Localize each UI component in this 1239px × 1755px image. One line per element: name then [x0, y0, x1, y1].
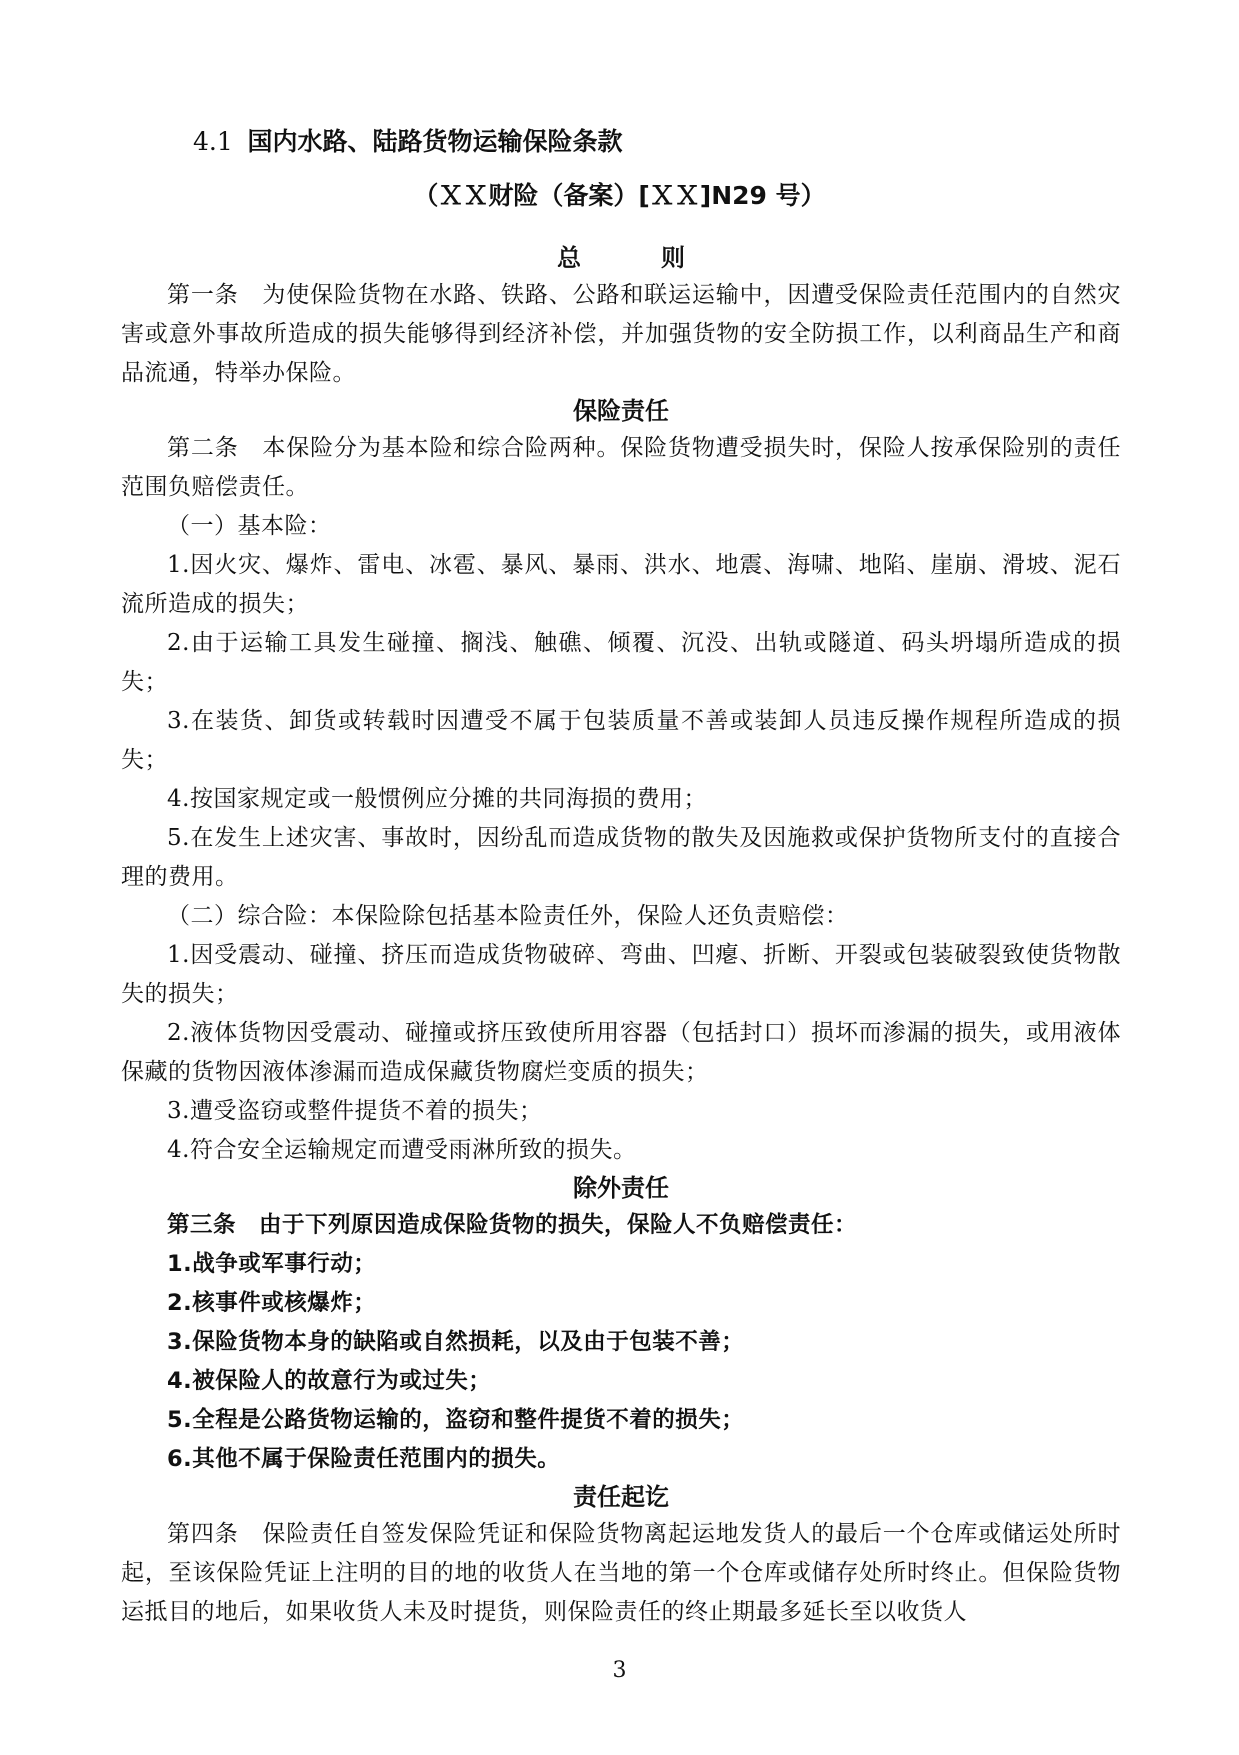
clause-paragraph: 3.在装货、卸货或转载时因遭受不属于包装质量不善或装卸人员违反操作规程所造成的损失；: [121, 708, 1121, 773]
clause-paragraph: （二）综合险：本保险除包括基本险责任外，保险人还负责赔偿：: [167, 903, 849, 929]
clause-paragraph: 5.全程是公路货物运输的，盗窃和整件提货不着的损失；: [167, 1407, 745, 1433]
clause-paragraph: 2.由于运输工具发生碰撞、搁浅、触礁、倾覆、沉没、出轨或隧道、码头坍塌所造成的损失；: [121, 630, 1121, 695]
clause-paragraph: 4.被保险人的故意行为或过失；: [167, 1368, 492, 1394]
clause-paragraph: 2.液体货物因受震动、碰撞或挤压致使所用容器（包括封口）损坏而渗漏的损失，或用液体保藏的货物因液体渗漏而造成保藏货物腐烂变质的损失；: [121, 1020, 1121, 1085]
clause-paragraph: 3.遭受盗窃或整件提货不着的损失；: [167, 1098, 543, 1124]
clause-paragraph: 5.在发生上述灾害、事故时，因纷乱而造成货物的散失及因施救或保护货物所支付的直接合理的费用。: [121, 825, 1121, 890]
filing-code: （ＸＸ财险（备案）[ＸＸ]N29 号）: [413, 181, 826, 210]
page-number: 3: [612, 1658, 627, 1683]
clause-paragraph: 第二条 本保险分为基本险和综合险两种。保险货物遭受损失时，保险人按承保险别的责任范围负赔偿责任。: [121, 435, 1121, 500]
clause-paragraph: （一）基本险：: [167, 513, 332, 539]
clause-paragraph: 1.因火灾、爆炸、雷电、冰雹、暴风、暴雨、洪水、地震、海啸、地陷、崖崩、滑坡、泥石流所造成的损失；: [121, 552, 1121, 617]
clause-paragraph: 第一条 为使保险货物在水路、铁路、公路和联运运输中，因遭受保险责任范围内的自然灾害或意外事故所造成的损失能够得到经济补偿，并加强货物的安全防损工作，以利商品生产和商品流通，特举办保险。: [121, 282, 1121, 386]
section-heading: 责任起讫: [573, 1483, 669, 1511]
clause-paragraph: 4.符合安全运输规定而遭受雨淋所致的损失。: [167, 1137, 637, 1163]
clause-paragraph: 6.其他不属于保险责任范围内的损失。: [167, 1446, 561, 1472]
section-heading: 保险责任: [573, 397, 669, 425]
title-number: 4.1: [193, 127, 233, 156]
clause-paragraph: 4.按国家规定或一般惯例应分摊的共同海损的费用；: [167, 786, 707, 812]
clause-paragraph: 1.因受震动、碰撞、挤压而造成货物破碎、弯曲、凹瘪、折断、开裂或包装破裂致使货物散失的损失；: [121, 942, 1121, 1007]
title-text: 国内水路、陆路货物运输保险条款: [247, 127, 623, 156]
document-body: [121, 240, 1121, 1632]
clause-paragraph: 1.战争或军事行动；: [167, 1251, 377, 1277]
document-title: [193, 124, 623, 160]
clause-paragraph: 第四条 保险责任自签发保险凭证和保险货物离起运地发货人的最后一个仓库或储运处所时起，至该保险凭证上注明的目的地的收货人在当地的第一个仓库或储存处所时终止。但保险货物运抵目的地后，如果收货人未及时提货，则保险责任的终止期最多延长至以收货人: [121, 1521, 1121, 1625]
section-heading: 总 则: [557, 244, 713, 272]
clause-paragraph: 第三条 由于下列原因造成保险货物的损失，保险人不负赔偿责任：: [167, 1212, 858, 1238]
clause-paragraph: 3.保险货物本身的缺陷或自然损耗，以及由于包装不善；: [167, 1329, 745, 1355]
section-heading: 除外责任: [573, 1174, 669, 1202]
clause-paragraph: 2.核事件或核爆炸；: [167, 1290, 377, 1316]
